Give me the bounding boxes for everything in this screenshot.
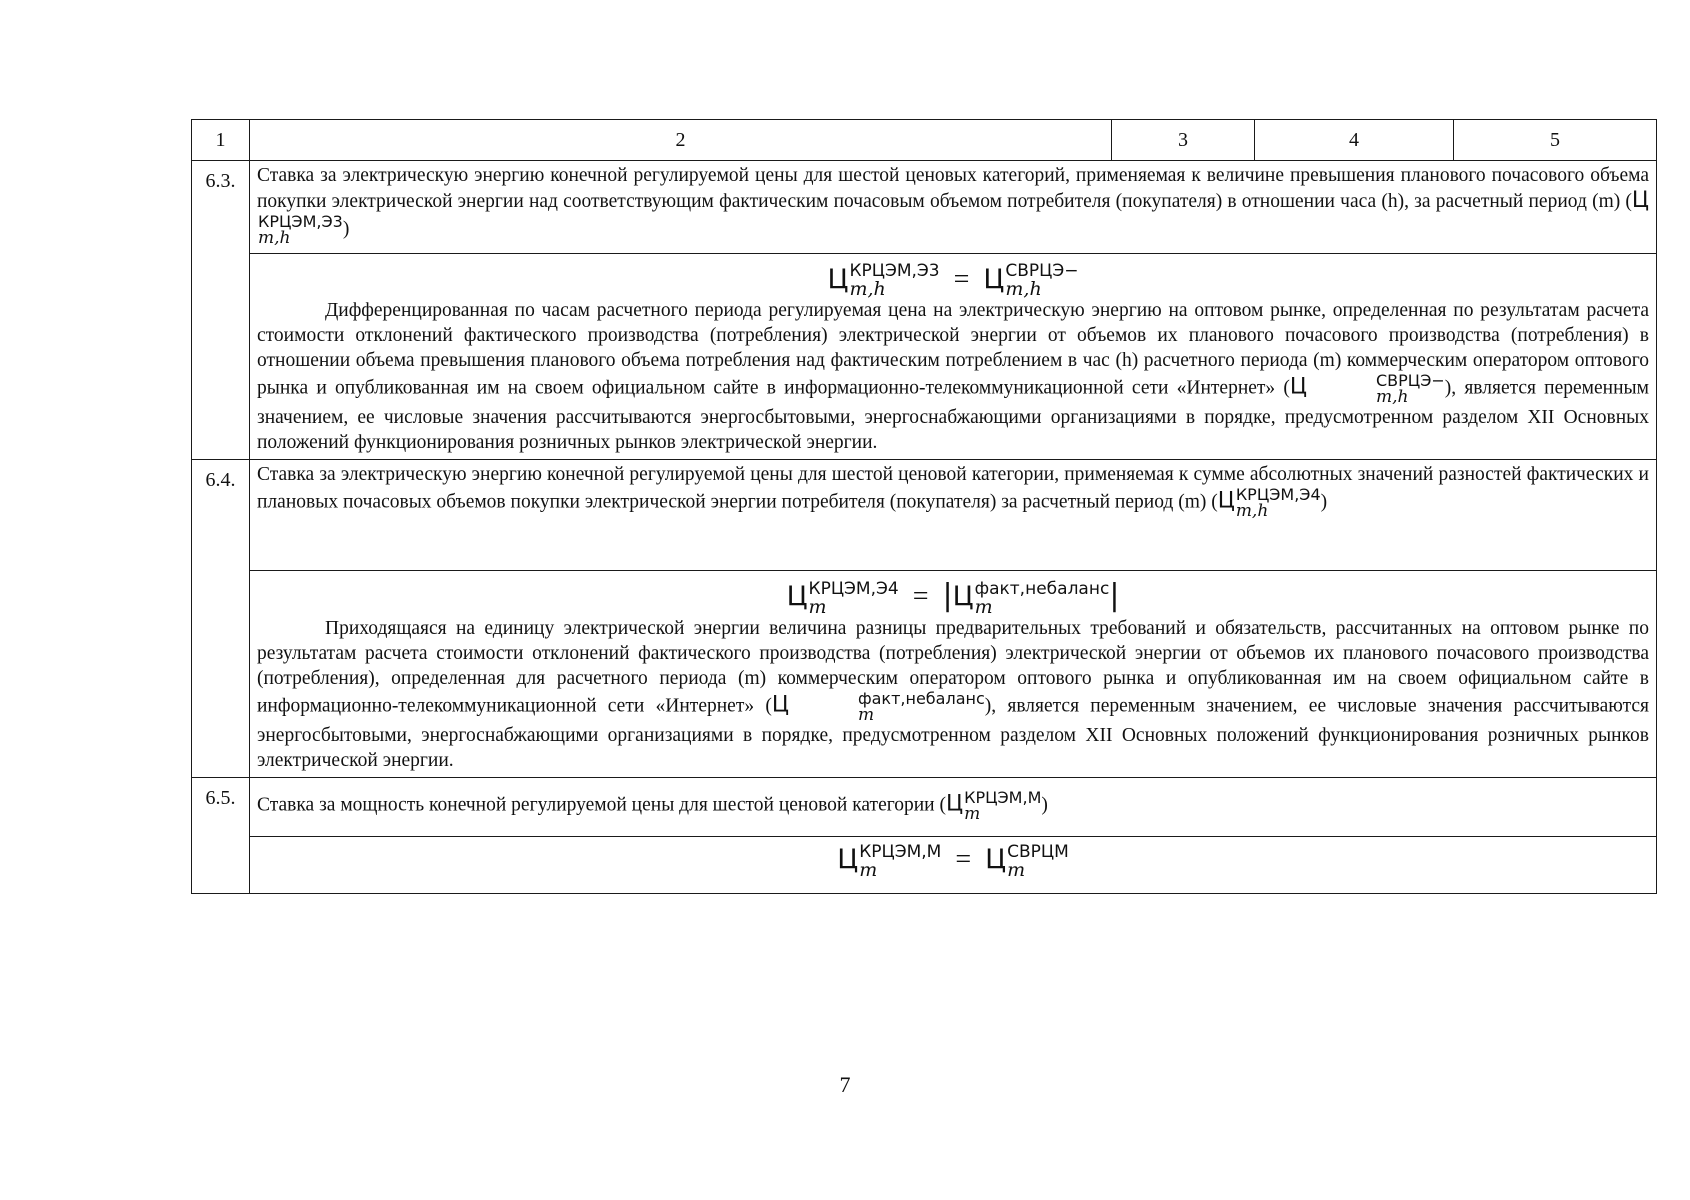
formula-6-5-rhs-symbol: Ц [985,844,1007,875]
row-6-5-title-sub: m [964,803,981,824]
row-6-5-title-cell [250,777,1657,836]
row-6-4-description-text: Приходящаяся на единицу электрической энергии величина разницы предварительных требований и обязательств, рассчитанных на оптовом рынке по результатам расчета стоимости отклонений фактического производства (потребления) электрической энергии от объемов их планового почасового производства (потребления), определенная для расчетного периода (m) коммерческим оператором оптового рынка и опубликованная им на своем официальном сайте в информационно-телекоммуникационной сети «Интернет» ( [257,617,1649,716]
row-number-6-3: 6.3. [192,161,250,460]
row-6-3-description-indices [1308,373,1445,405]
formula-6-3-equals: = [953,263,970,295]
row-6-5-title-indices [964,787,1042,824]
row-6-3-title-text: Ставка за электрическую энергию конечной регулируемой цены для шестой ценовых категорий, применяемая к величине превышения планового почасового объема покупки электрической энергии над соответствующим фактическим почасовым объемом потребителя (покупателя) в отношении часа (h), за расчетный период (m) ( [257,165,1649,212]
row-6-3-description-sup: СВРЦЭ− [1375,371,1445,390]
formula-6-4-abs-right: | [1109,578,1120,613]
row-6-3-description-tail: ), является переменным значением, ее числовые значения рассчитываются энергосбытовыми, энергоснабжающими организациями в порядке, предусмотренном разделом XII Основных положений функционирования розничных рынков электрической энергии. [257,377,1649,453]
formula-6-5-rhs-sup: СВРЦМ [1007,841,1069,862]
row-6-5-title [192,777,1657,836]
formula-6-4-rhs-sub: m [974,595,993,618]
row-6-5-body-cell [250,836,1657,893]
header-col-5: 5 [1454,120,1657,161]
formula-6-5-lhs-symbol: Ц [837,844,859,875]
row-6-4-description-tail: ), является переменным значением, ее числовые значения рассчитываются энергосбытовыми, энергоснабжающими организациями в порядке, предусмотренном разделом XII Основных положений функционирования розничных рынков электрической энергии. [257,694,1649,771]
row-6-3-description-symbol: Ц [1289,374,1307,400]
formula-6-3-lhs-sup: КРЦЭМ,Э3 [849,261,940,281]
formula-6-4-lhs-sub: m [808,595,827,618]
formula-6-4-rhs-symbol: Ц [952,581,974,612]
row-6-5-title-sup: КРЦЭМ,М [964,787,1042,807]
row-6-3-description [257,298,1649,455]
row-6-3-title-cell [250,161,1657,254]
formula-6-4-equals: = [912,581,929,612]
formula-6-4 [257,573,1649,616]
formula-6-3-lhs-symbol: Ц [827,263,849,295]
header-col-3: 3 [1112,120,1255,161]
row-6-5-title-symbol: Ц [945,790,964,816]
row-6-4-description-sub: m [857,704,875,725]
row-6-3-title [192,161,1657,254]
row-6-4-body [192,571,1657,778]
formula-6-5-lhs-indices [859,843,941,879]
formula-6-5-lhs-sub: m [859,858,878,881]
row-number-6-5: 6.5. [192,777,250,893]
row-6-3-title-sup: КРЦЭМ,Э3 [258,212,343,231]
formula-6-3-rhs-sub: m,h [1005,278,1042,300]
row-6-3-title-symbol: Ц [1631,188,1649,213]
row-6-4-title-sup: КРЦЭМ,Э4 [1235,485,1321,504]
row-6-3-body-cell [250,254,1657,460]
formula-6-5-rhs-indices [1007,843,1069,879]
header-row [192,120,1657,161]
row-6-4-title-sub: m,h [1235,501,1269,521]
row-6-4-title-cell [250,460,1657,571]
row-6-4-description-sup: факт,небаланс [857,688,985,708]
formula-6-3-rhs-sup: СВРЦЭ− [1005,261,1079,281]
formula-6-3-lhs-sub: m,h [849,278,886,300]
row-6-3-title-sub: m,h [258,228,291,248]
row-6-4-title-symbol: Ц [1217,488,1235,514]
row-6-4-description-indices [790,688,985,725]
row-6-4-title [192,460,1657,571]
row-6-3-description-sub: m,h [1375,387,1409,407]
page-number: 7 [839,1072,851,1097]
formula-6-4-lhs-sup: КРЦЭМ,Э4 [808,578,899,599]
formula-6-5-rhs-sub: m [1007,858,1026,881]
formula-6-4-rhs-sup: факт,небаланс [974,578,1110,599]
row-6-5-title-text: Ставка за мощность конечной регулируемой цены для шестой ценовой категории ( [257,793,946,815]
formula-6-3-rhs-indices [1005,262,1078,298]
formula-6-4-lhs-symbol: Ц [786,581,808,612]
row-6-5-body [192,836,1657,893]
header-col-2: 2 [250,120,1112,161]
row-6-3-body [192,254,1657,460]
row-6-5-title-close: ) [1041,793,1048,815]
row-number-6-4: 6.4. [192,460,250,778]
tariff-table [191,119,1657,894]
header-col-1: 1 [192,120,250,161]
formula-6-3-lhs-indices [849,262,939,298]
row-6-4-title-text: Ставка за электрическую энергию конечной регулируемой цены для шестой ценовой категории, применяемая к сумме абсолютных значений разностей фактических и плановых почасовых объемов покупки электрической энергии потребителя (покупателя) за расчетный период (m) ( [257,464,1649,513]
formula-6-4-lhs-indices [809,580,899,616]
formula-6-4-abs-left: | [942,578,953,613]
row-6-4-body-cell [250,571,1657,778]
formula-6-3 [257,256,1649,298]
row-6-4-description-symbol: Ц [771,691,789,717]
formula-6-3-rhs-symbol: Ц [983,263,1005,295]
row-6-3-description-text: Дифференцированная по часам расчетного периода регулируемая цена на электрическую энергию на оптовом рынке, определенная по результатам расчета стоимости отклонений фактического производства (потребления) электрической энергии от объемов их планового почасового производства (потребления) в отношении объема превышения планового объема потребления над фактическим потреблением в час (h) расчетного периода (m) коммерческим оператором оптового рынка и опубликованная им на своем официальном сайте в информационно-телекоммуникационной сети «Интернет» ( [257,300,1649,399]
row-6-3-title-indices [258,214,343,246]
formula-6-5-equals: = [955,844,972,875]
row-6-4-description [257,616,1649,773]
formula-6-5-lhs-sup: КРЦЭМ,М [859,841,942,862]
formula-6-5 [257,839,1649,879]
row-6-4-title-indices [1236,487,1321,519]
formula-6-4-rhs-indices [975,580,1110,616]
row-6-4-title-close: ) [1320,491,1328,513]
row-6-3-title-close: ) [342,218,350,240]
header-col-4: 4 [1255,120,1454,161]
